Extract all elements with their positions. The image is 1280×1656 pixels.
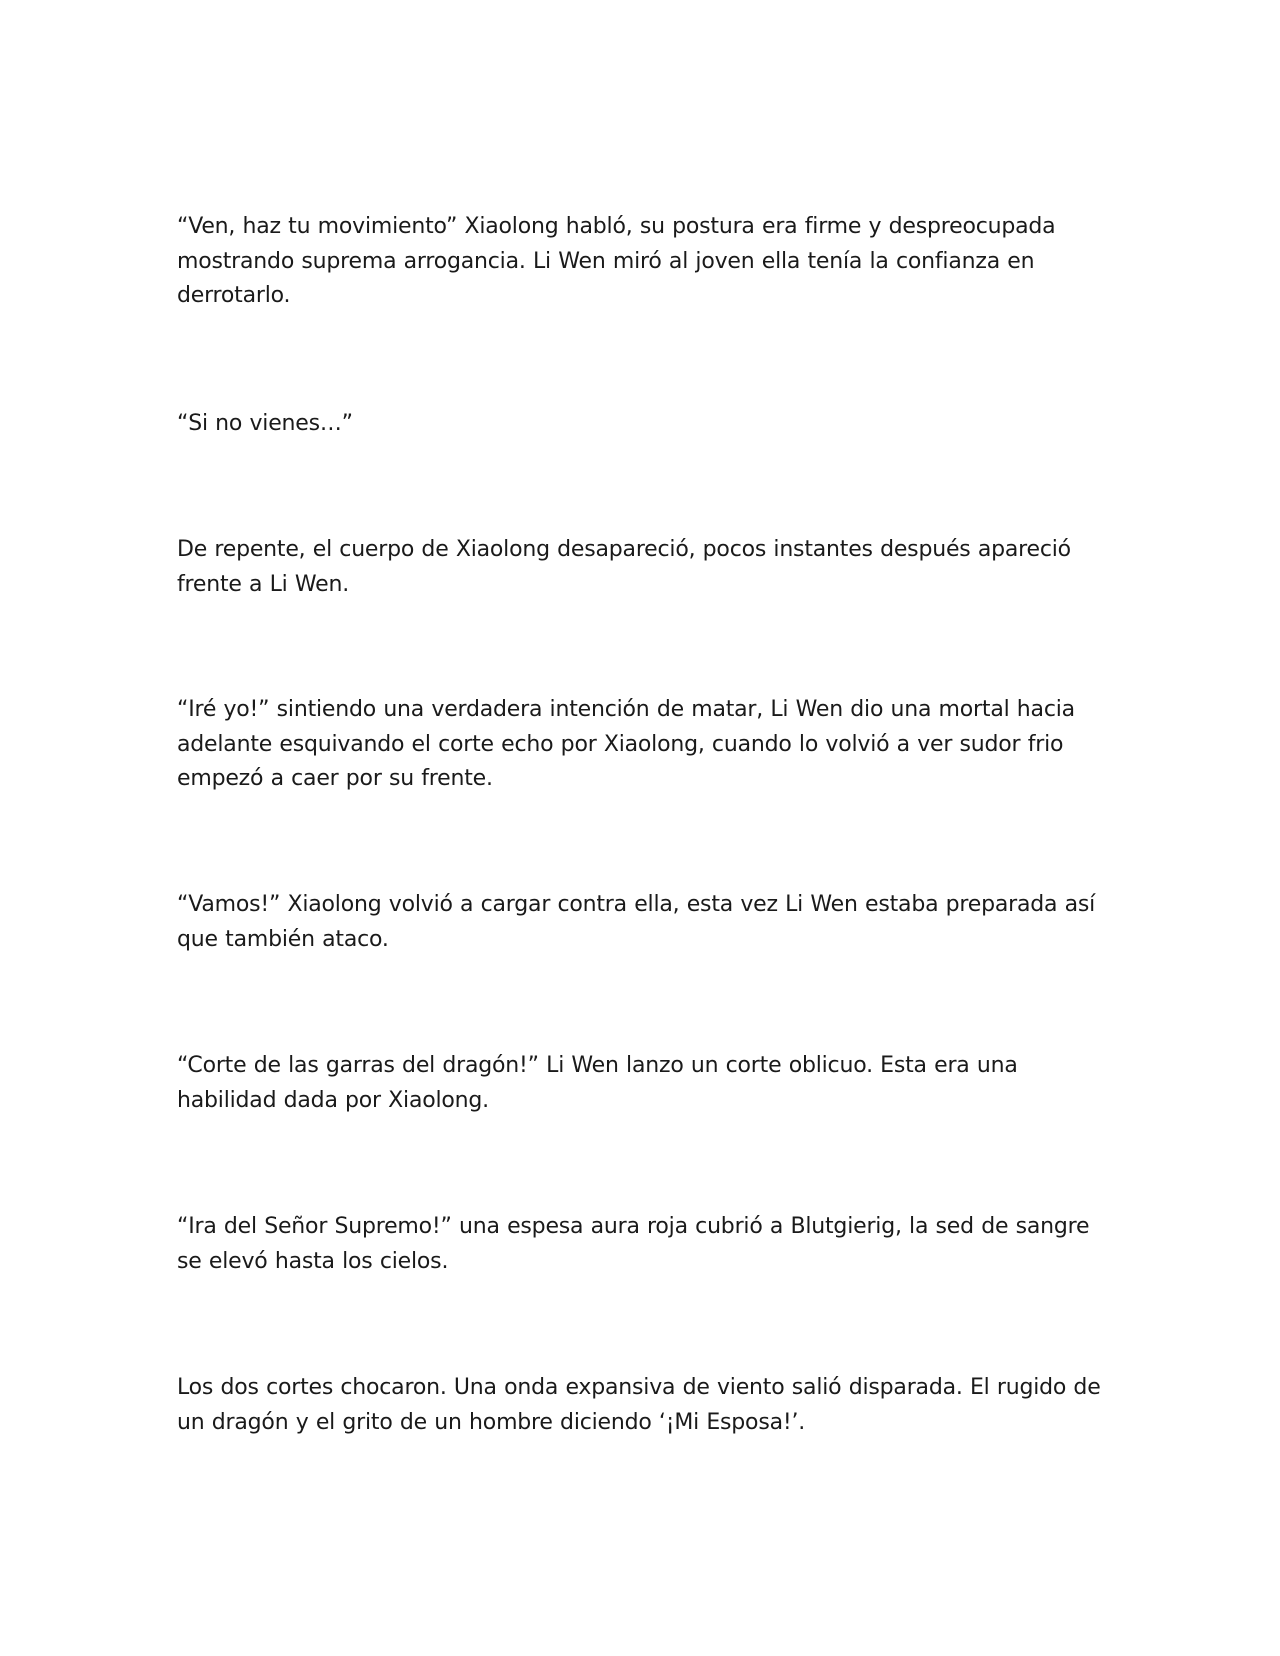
paragraph-1: “Ven, haz tu movimiento” Xiaolong habló, su postura era firme y despreocupada mostrando suprema arrogancia. Li Wen miró al joven ella tenía la confianza en derrotarlo. bbox=[177, 214, 1056, 308]
paragraph-2: “Si no vienes…” bbox=[177, 411, 353, 436]
paragraph-8: Los dos cortes chocaron. Una onda expansiva de viento salió disparada. El rugido de un dragón y el grito de un hombre diciendo ‘¡Mi Esposa!’. bbox=[177, 1375, 1101, 1435]
paragraph-3: De repente, el cuerpo de Xiaolong desapareció, pocos instantes después apareció frente a Li Wen. bbox=[177, 537, 1071, 597]
paragraph-4: “Iré yo!” sintiendo una verdadera intención de matar, Li Wen dio una mortal hacia adelante esquivando el corte echo por Xiaolong, cuando lo volvió a ver sudor frio empezó a caer por su frente. bbox=[177, 697, 1075, 791]
paragraph-5: “Vamos!” Xiaolong volvió a cargar contra ella, esta vez Li Wen estaba preparada así que también ataco. bbox=[177, 892, 1096, 952]
paragraph-7: “Ira del Señor Supremo!” una espesa aura roja cubrió a Blutgierig, la sed de sangre se elevó hasta los cielos. bbox=[177, 1214, 1090, 1274]
paragraph-6: “Corte de las garras del dragón!” Li Wen lanzo un corte oblicuo. Esta era una habilidad dada por Xiaolong. bbox=[177, 1053, 1018, 1113]
